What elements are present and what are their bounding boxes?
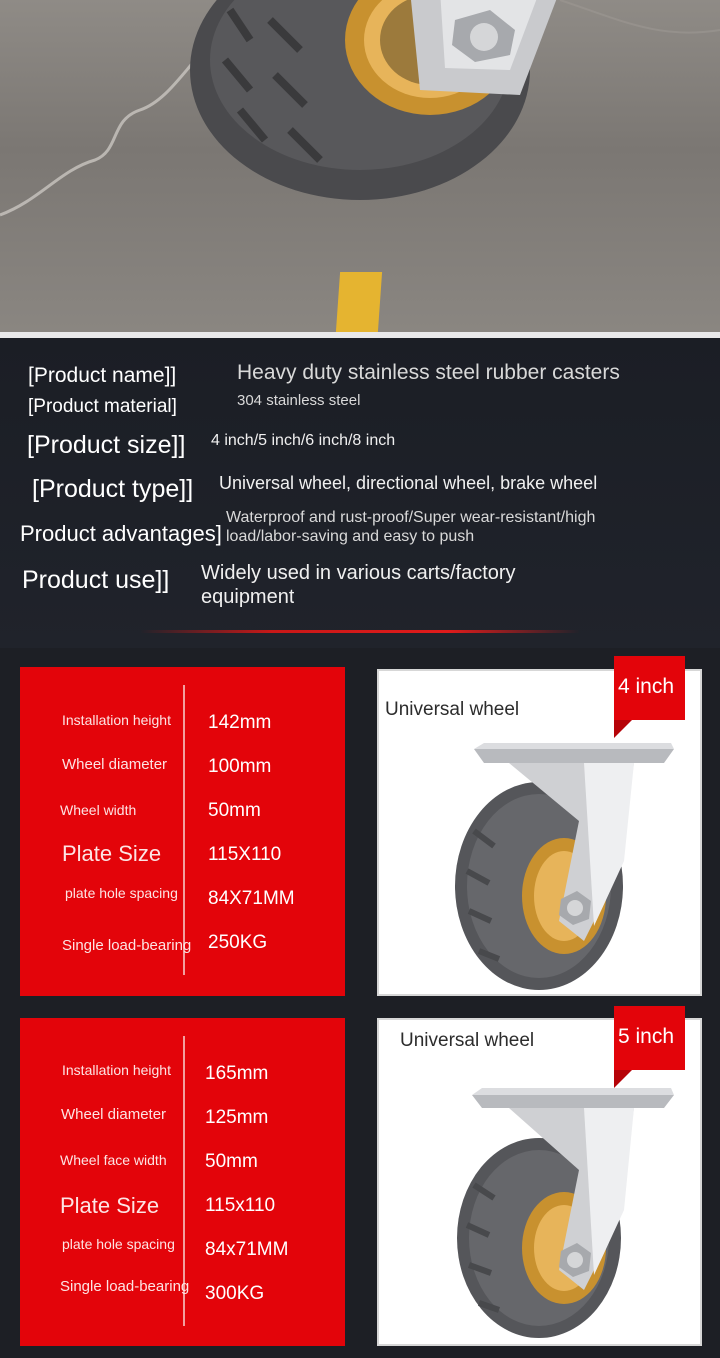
row-value: 250KG xyxy=(208,932,268,953)
row-value: 84x71MM xyxy=(205,1239,289,1260)
row-label: Wheel diameter xyxy=(62,756,168,773)
red-accent-line xyxy=(140,630,580,633)
row-value: 165mm xyxy=(205,1063,269,1084)
spec-value-product-size: 4 inch/5 inch/6 inch/8 inch xyxy=(211,432,396,449)
row-label: Wheel width xyxy=(60,802,137,818)
spec-value-product-material: 304 stainless steel xyxy=(237,392,361,409)
product-specs-section xyxy=(0,338,720,648)
table-divider xyxy=(183,685,185,975)
spec-label-product-advantages: Product advantages] xyxy=(20,521,222,546)
size-tag-label: 5 inch xyxy=(618,1025,675,1048)
spec-value-product-advantages-line1: Waterproof and rust-proof/Super wear-resistant/high xyxy=(226,509,596,526)
spec-value-product-type: Universal wheel, directional wheel, brake wheel xyxy=(219,473,598,493)
row-label: plate hole spacing xyxy=(62,1236,175,1252)
row-value: 115X110 xyxy=(208,844,282,865)
size-tag-fold xyxy=(614,1070,632,1088)
row-label: Installation height xyxy=(62,712,171,728)
size-tag-5-inch xyxy=(614,1006,685,1070)
row-label: Wheel diameter xyxy=(61,1106,167,1123)
row-value: 115x110 xyxy=(205,1195,276,1216)
row-value: 100mm xyxy=(208,756,272,777)
row-value: 142mm xyxy=(208,712,272,733)
road-lane-marking xyxy=(336,272,382,332)
spec-label-product-material: [Product material] xyxy=(28,396,177,417)
size-tag-label: 4 inch xyxy=(618,675,675,698)
spec-label-product-use: Product use]] xyxy=(22,566,170,594)
panel-title: Universal wheel xyxy=(400,1030,535,1051)
spec-value-product-name: Heavy duty stainless steel rubber casters xyxy=(237,361,620,384)
hero-photo xyxy=(0,0,720,332)
row-label: Single load-bearing xyxy=(60,1278,190,1295)
row-label: Installation height xyxy=(62,1062,171,1078)
size-tag-fold xyxy=(614,720,632,738)
row-value: 50mm xyxy=(205,1151,258,1172)
spec-value-product-use-line1: Widely used in various carts/factory xyxy=(201,562,516,584)
tire-closeup-image xyxy=(190,0,560,200)
row-value: 50mm xyxy=(208,800,261,821)
spec-value-product-use-line2: equipment xyxy=(201,586,295,608)
row-value: 84X71MM xyxy=(208,888,295,909)
row-label: Wheel face width xyxy=(60,1152,167,1168)
row-value: 125mm xyxy=(205,1107,269,1128)
spec-label-product-size: [Product size]] xyxy=(27,431,186,459)
spec-value-product-advantages-line2: load/labor-saving and easy to push xyxy=(226,528,475,545)
size-tag-4-inch xyxy=(614,656,685,720)
panel-title: Universal wheel xyxy=(385,699,520,720)
row-label: Plate Size xyxy=(62,841,162,866)
spec-label-product-name: [Product name]] xyxy=(28,364,177,387)
spec-table-5-inch xyxy=(20,1018,345,1346)
row-label: Single load-bearing xyxy=(62,937,192,954)
row-label: Plate Size xyxy=(60,1193,160,1218)
row-label: plate hole spacing xyxy=(65,885,178,901)
row-value: 300KG xyxy=(205,1283,265,1304)
spec-label-product-type: [Product type]] xyxy=(32,475,194,503)
spec-table-4-inch xyxy=(20,667,345,996)
